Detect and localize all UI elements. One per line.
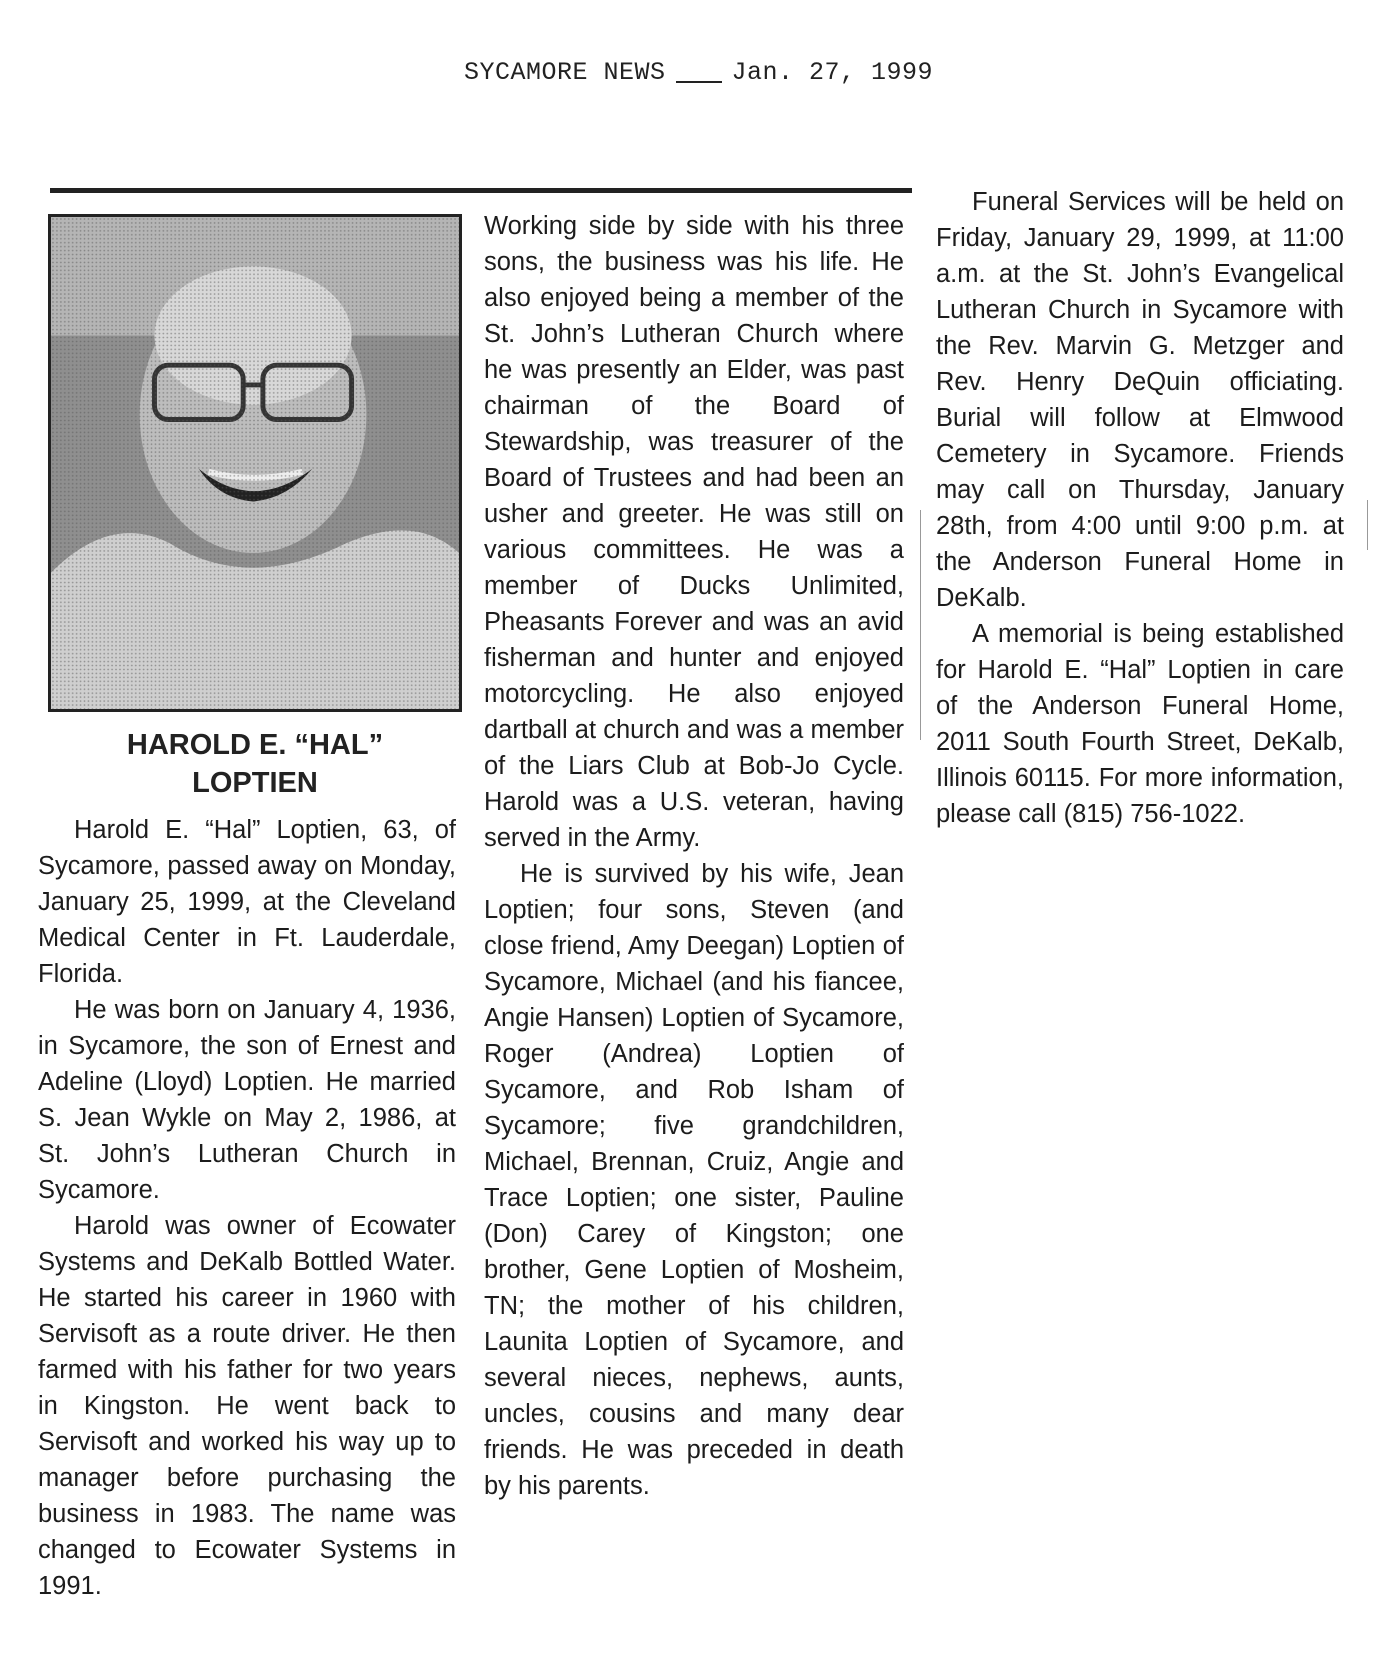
page-header xyxy=(0,58,1397,87)
paragraph-death-notice: Harold E. “Hal” Loptien, 63, of Sycamore, passed away on Monday, January 25, 1999, at the Cleveland Medical Center in Ft. Lauderdale, Florida. xyxy=(38,816,456,988)
portrait-photo xyxy=(48,214,462,712)
paragraph-activities: Working side by side with his three sons, the business was his life. He also enjoyed being a member of the St. John’s Lutheran Church where he was presently an Elder, was past chairman of the Board of Stewardship, was treasurer of the Board of Trustees and had been an usher and greeter. He was still on various committees. He was a member of Ducks Unlimited, Pheasants Forever and was an avid fisherman and hunter and enjoyed motorcycling. He also enjoyed dartball at church and was a member of the Liars Club at Bob-Jo Cycle. Harold was a U.S. veteran, having served in the Army. xyxy=(484,212,904,852)
deceased-name-heading xyxy=(48,726,462,802)
publication-date: Jan. 27, 1999 xyxy=(731,58,934,87)
column-2 xyxy=(484,208,904,1504)
paragraph-memorial: A memorial is being established for Harold E. “Hal” Loptien in care of the Anderson Funeral Home, 2011 South Fourth Street, DeKalb, Illinois 60115. For more information, please call (815) 756-1022. xyxy=(936,620,1344,828)
column-3 xyxy=(936,184,1344,832)
portrait-illustration xyxy=(51,217,459,709)
name-line-2: LOPTIEN xyxy=(192,767,318,799)
paragraph-survivors: He is survived by his wife, Jean Loptien; four sons, Steven (and close friend, Amy Deegan) Loptien of Sycamore, Michael (and his fiancee, Angie Hansen) Loptien of Sycamore, Roger (Andrea) Loptien of Sycamore, and Rob Isham of Sycamore; five grandchildren, Michael, Brennan, Cruiz, Angie and Trace Loptien; one sister, Pauline (Don) Carey of Kingston; one brother, Gene Loptien of Mosheim, TN; the mother of his children, Launita Loptien of Sycamore, and several nieces, nephews, aunts, uncles, cousins and many dear friends. He was preceded in death by his parents. xyxy=(484,860,904,1500)
paragraph-birth-marriage: He was born on January 4, 1936, in Sycamore, the son of Ernest and Adeline (Lloyd) Loptien. He married S. Jean Wykle on May 2, 1986, at St. John’s Lutheran Church in Sycamore. xyxy=(38,996,456,1204)
column-divider xyxy=(920,510,921,740)
publication-name: SYCAMORE NEWS xyxy=(463,58,666,87)
paragraph-career: Harold was owner of Ecowater Systems and DeKalb Bottled Water. He started his career in 1960 with Servisoft as a route driver. He then farmed with his father for two years in Kingston. He went back to Servisoft and worked his way up to manager before purchasing the business in 1983. The name was changed to Ecowater Systems in 1991. xyxy=(38,1212,456,1600)
scan-mark xyxy=(1367,500,1368,550)
column-1 xyxy=(38,812,456,1604)
top-rule xyxy=(50,188,912,193)
paragraph-funeral-services: Funeral Services will be held on Friday, January 29, 1999, at 11:00 a.m. at the St. John’s Evangelical Lutheran Church in Sycamore with the Rev. Marvin G. Metzger and Rev. Henry DeQuin officiating. Burial will follow at Elmwood Cemetery in Sycamore. Friends may call on Thursday, January 28th, from 4:00 until 9:00 p.m. at the Anderson Funeral Home in DeKalb. xyxy=(936,188,1344,612)
name-line-1: HAROLD E. “HAL” xyxy=(126,729,384,761)
header-separator xyxy=(676,81,722,83)
